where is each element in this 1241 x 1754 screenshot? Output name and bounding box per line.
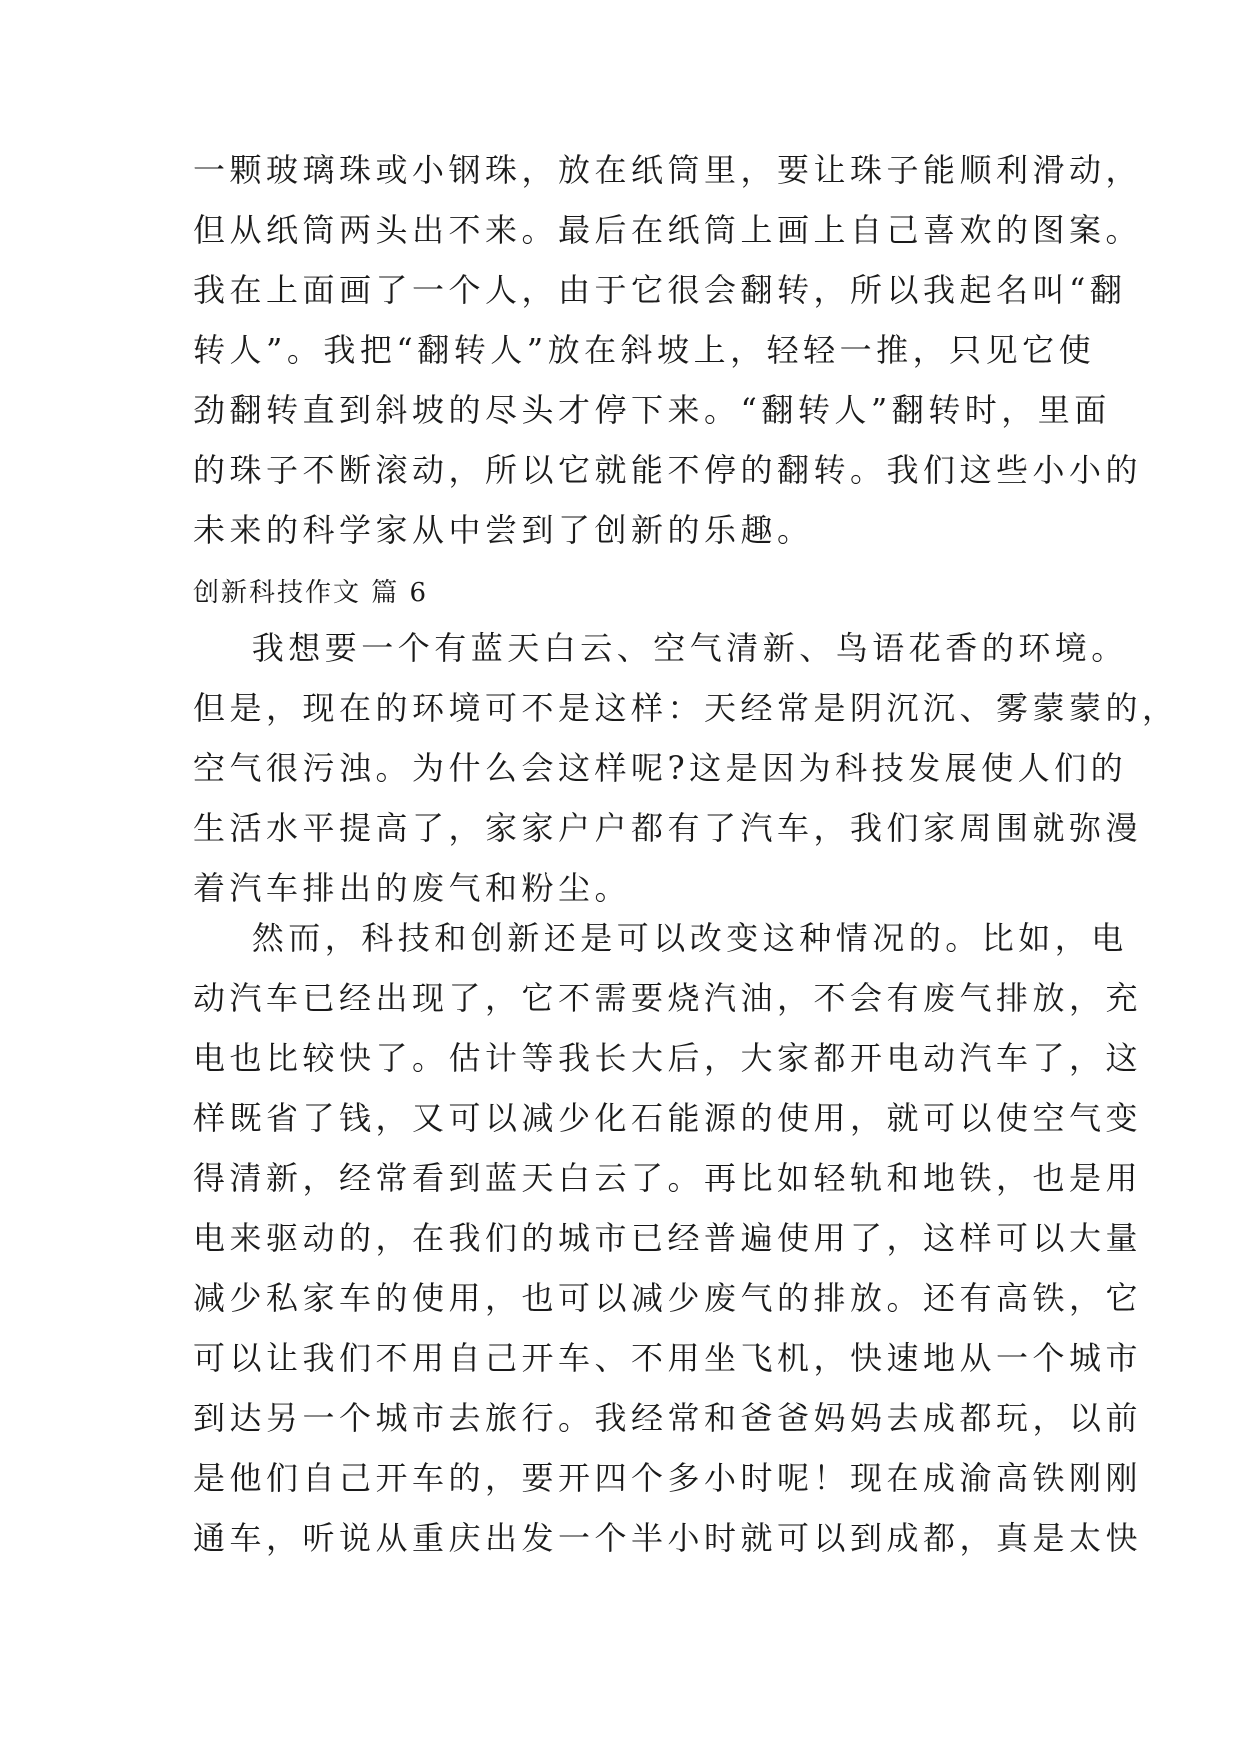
paragraph-1: [193, 618, 1179, 918]
text-line: 生活水平提高了，家家户户都有了汽车，我们家周围就弥漫: [193, 809, 1143, 847]
text-line: 电也比较快了。估计等我长大后，大家都开电动汽车了，这: [193, 1039, 1143, 1077]
text-line: 着汽车排出的废气和粉尘。: [193, 869, 632, 907]
text-line: 但是，现在的环境可不是这样：天经常是阴沉沉、雾蒙蒙的，: [193, 689, 1179, 727]
text-line: 动汽车已经出现了，它不需要烧汽油，不会有废气排放，充: [193, 979, 1143, 1017]
text-line: 未来的科学家从中尝到了创新的乐趣。: [193, 511, 814, 549]
section-heading: 创新科技作文 篇 6: [193, 578, 429, 608]
text-line: 得清新，经常看到蓝天白云了。再比如轻轨和地铁，也是用: [193, 1159, 1143, 1197]
text-line: 可以让我们不用自己开车、不用坐飞机，快速地从一个城市: [193, 1339, 1143, 1377]
text-line: 电来驱动的，在我们的城市已经普遍使用了，这样可以大量: [193, 1219, 1143, 1257]
text-line: 但从纸筒两头出不来。最后在纸筒上画上自己喜欢的图案。: [193, 211, 1143, 249]
text-line: 空气很污浊。为什么会这样呢?这是因为科技发展使人们的: [193, 749, 1128, 787]
text-line: 然而，科技和创新还是可以改变这种情况的。比如，电: [193, 919, 1128, 957]
text-line: 减少私家车的使用，也可以减少废气的排放。还有高铁，它: [193, 1279, 1143, 1317]
text-line: 通车，听说从重庆出发一个半小时就可以到成都，真是太快: [193, 1519, 1143, 1557]
text-line: 样既省了钱，又可以减少化石能源的使用，就可以使空气变: [193, 1099, 1143, 1137]
text-line: 到达另一个城市去旅行。我经常和爸爸妈妈去成都玩，以前: [193, 1399, 1143, 1437]
text-line: 是他们自己开车的，要开四个多小时呢！现在成渝高铁刚刚: [193, 1459, 1143, 1497]
paragraph-2: [193, 908, 1143, 1568]
continuation-paragraph: [193, 140, 1143, 560]
text-line: 我在上面画了一个人，由于它很会翻转，所以我起名叫“翻: [193, 271, 1127, 309]
text-line: 一颗玻璃珠或小钢珠，放在纸筒里，要让珠子能顺利滑动，: [193, 151, 1143, 189]
text-line: 的珠子不断滚动，所以它就能不停的翻转。我们这些小小的: [193, 451, 1143, 489]
text-line: 劲翻转直到斜坡的尽头才停下来。“翻转人”翻转时，里面: [193, 391, 1111, 429]
section-heading-block: [193, 566, 1053, 620]
text-line: 我想要一个有蓝天白云、空气清新、鸟语花香的环境。: [193, 629, 1128, 667]
text-line: 转人”。我把“翻转人”放在斜坡上，轻轻一推，只见它使: [193, 331, 1096, 369]
